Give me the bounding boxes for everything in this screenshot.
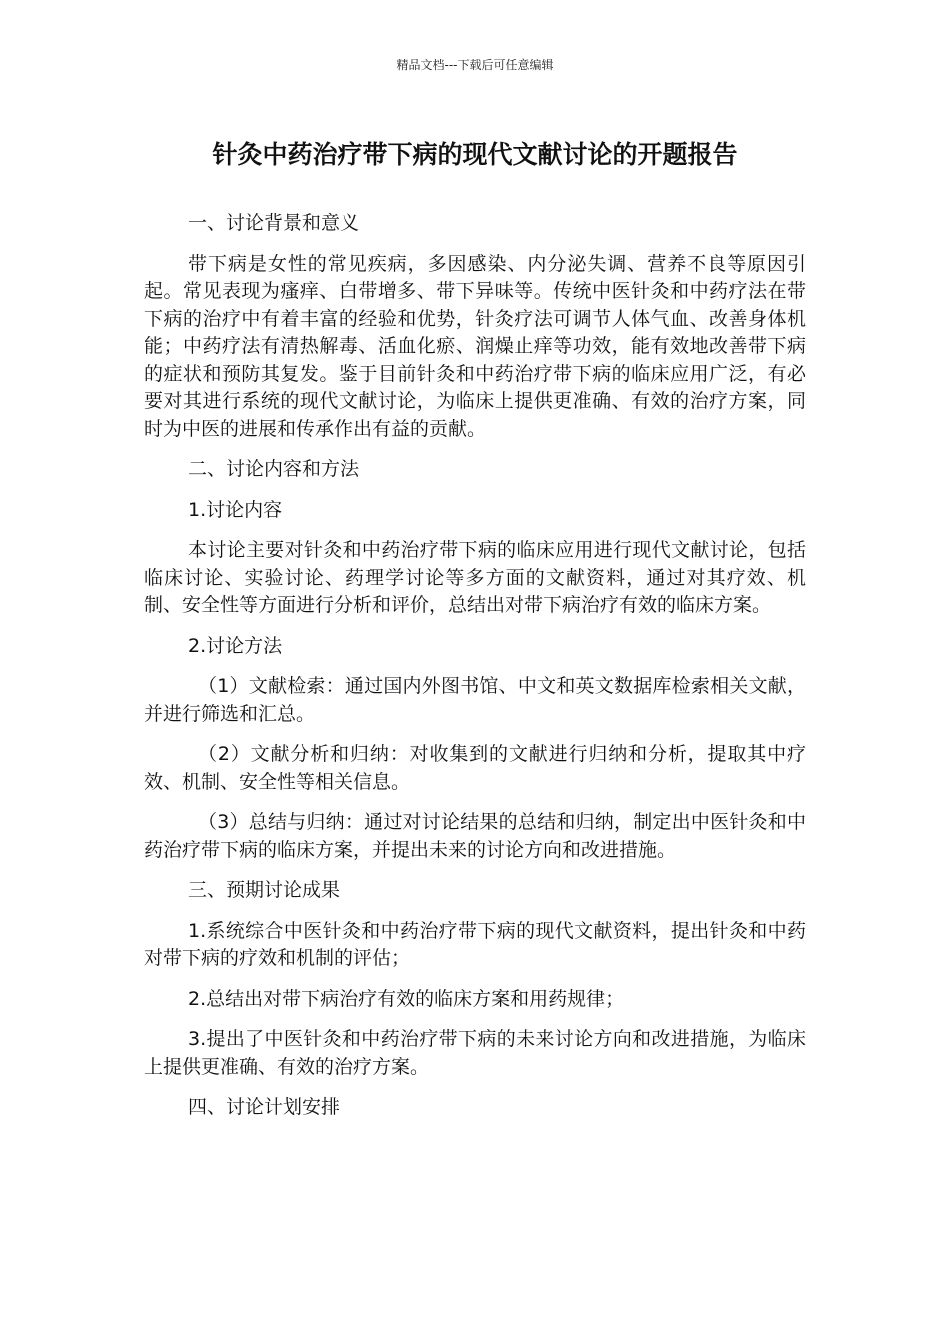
document-body [144,210,806,1135]
method-item: （1）文献检索：通过国内外图书馆、中文和英文数据库检索相关文献，并进行筛选和汇总。 [144,675,806,725]
method-item: （3）总结与归纳：通过对讨论结果的总结和归纳，制定出中医针灸和中药治疗带下病的临床方案，并提出未来的讨论方向和改进措施。 [144,811,806,861]
section-heading-expected-results: 三、预期讨论成果 [188,879,341,901]
method-item: （2）文献分析和归纳：对收集到的文献进行归纳和分析，提取其中疗效、机制、安全性等相关信息。 [144,743,806,793]
expected-result-item: 3.提出了中医针灸和中药治疗带下病的未来讨论方向和改进措施，为临床上提供更准确、有效的治疗方案。 [144,1028,806,1078]
subsection-heading-methods: 2.讨论方法 [188,634,283,657]
background-paragraph: 带下病是女性的常见疾病，多因感染、内分泌失调、营养不良等原因引起。常见表现为瘙痒、白带增多、带下异味等。传统中医针灸和中药疗法在带下病的治疗中有着丰富的经验和优势，针灸疗法可调节人体气血、改善身体机能；中药疗法有清热解毒、活血化瘀、润燥止痒等功效，能有效地改善带下病的症状和预防其复发。鉴于目前针灸和中药治疗带下病的临床应用广泛，有必要对其进行系统的现代文献讨论，为临床上提供更准确、有效的治疗方案，同时为中医的进展和传承作出有益的贡献。 [144,252,806,440]
section-heading-content-methods: 二、讨论内容和方法 [188,458,360,480]
page-header-note: 精品文档---下载后可任意编辑 [396,58,554,72]
section-heading-background: 一、讨论背景和意义 [188,212,360,234]
subsection-heading-content: 1.讨论内容 [188,498,283,521]
expected-result-item: 1.系统综合中医针灸和中药治疗带下病的现代文献资料，提出针灸和中药对带下病的疗效和机制的评估； [144,919,806,969]
expected-result-item: 2.总结出对带下病治疗有效的临床方案和用药规律； [188,987,625,1010]
section-heading-schedule: 四、讨论计划安排 [188,1096,341,1118]
document-title: 针灸中药治疗带下病的现代文献讨论的开题报告 [212,140,738,169]
content-paragraph: 本讨论主要对针灸和中药治疗带下病的临床应用进行现代文献讨论，包括临床讨论、实验讨论、药理学讨论等多方面的文献资料，通过对其疗效、机制、安全性等方面进行分析和评价，总结出对带下病治疗有效的临床方案。 [144,539,806,616]
